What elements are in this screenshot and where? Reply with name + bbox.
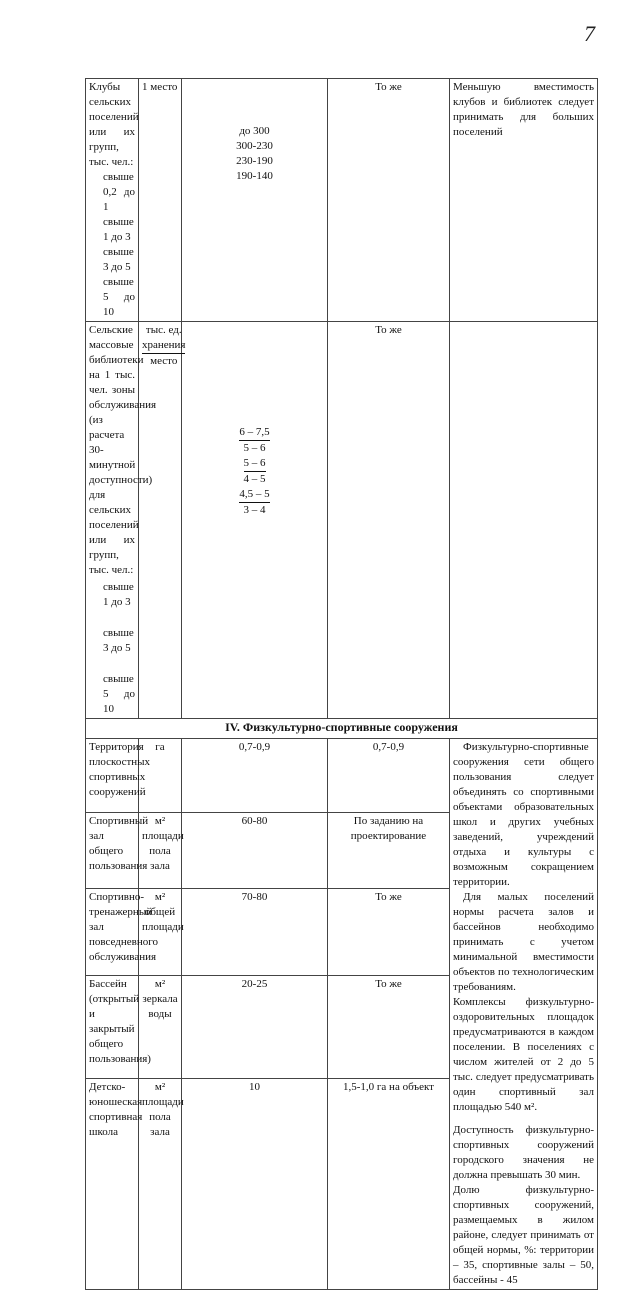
sub-item: свыше 5 до 10 bbox=[103, 276, 135, 318]
fraction-denominator: 4 – 5 bbox=[243, 473, 266, 485]
col4-cell: То же bbox=[328, 322, 450, 719]
value-cell: 60-80 bbox=[182, 813, 328, 889]
table-row bbox=[86, 79, 598, 322]
row-name-cell bbox=[86, 322, 157, 719]
table-row bbox=[86, 322, 598, 719]
note-paragraph: Долю физкультурно-спортивных сооружений, размещаемых в жилом районе, следует принимать от общей нормы, %: территории – 35, спортивные залы – 50, бассейны - 45 bbox=[453, 1184, 594, 1286]
col4-cell: То же bbox=[328, 79, 450, 322]
row-name-cell: Спортивный зал общего пользования bbox=[86, 813, 139, 889]
sub-item: свыше 5 до 10 bbox=[103, 673, 135, 715]
note-cell bbox=[450, 322, 598, 719]
value-cell: 0,7-0,9 bbox=[182, 739, 328, 813]
page-number: 7 bbox=[584, 21, 595, 46]
table-row bbox=[86, 739, 598, 813]
fraction-numerator: 6 – 7,5 bbox=[239, 425, 269, 441]
row-name-cell: Бассейн (открытый и закрытый общего пользования) bbox=[86, 975, 139, 1078]
fraction-denominator: 3 – 4 bbox=[243, 504, 266, 516]
unit-cell: м² общей площади bbox=[139, 888, 182, 975]
sport-notes-cell bbox=[450, 739, 598, 1290]
row-name-cell: Территория плоскостных спортивных сооружений bbox=[86, 739, 139, 813]
value: 230-190 bbox=[236, 155, 273, 167]
col4-cell: По заданию на проектирование bbox=[328, 813, 450, 889]
unit-cell: 1 место bbox=[139, 79, 182, 322]
col4-cell: 0,7-0,9 bbox=[328, 739, 450, 813]
col4-cell: То же bbox=[328, 888, 450, 975]
value-cell: 10 bbox=[182, 1078, 328, 1289]
row-name-cell: Спортивно-тренажерный зал повседневного обслуживания bbox=[86, 888, 139, 975]
col4-cell: 1,5-1,0 га на объект bbox=[328, 1078, 450, 1289]
unit-cell: м² площади пола зала bbox=[139, 813, 182, 889]
unit-denominator: место bbox=[150, 355, 178, 367]
value: до 300 bbox=[239, 125, 270, 137]
note-paragraph: Комплексы физкультурно-оздоровительных площадок предусматриваются в каждом поселении. В поселениях с числом жителей от 2 до 5 тыс. следует предусматривать один спортивный зал площадью 540 м². bbox=[453, 996, 594, 1113]
fraction-numerator: 4,5 – 5 bbox=[239, 487, 269, 503]
row-name: Сельские массовые библиотеки на 1 тыс. чел. зоны обслуживания (из расчета 30-минутной доступности) для сельских поселений или их групп, тыс. чел.: bbox=[89, 324, 157, 576]
note-paragraph: Физкультурно-спортивные сооружения сети общего пользования следует объединять со спортивными объектами образовательных школ и других учебных заведений, учреждений отдыха и культуры с возможным сокращением территории. bbox=[453, 741, 594, 888]
unit-cell: га bbox=[139, 739, 182, 813]
fraction-numerator: 5 – 6 bbox=[244, 456, 266, 472]
sub-item: свыше 1 до 3 bbox=[103, 216, 134, 243]
sub-item: свыше 3 до 5 bbox=[103, 627, 134, 654]
row-name-cell: Детско-юношеская спортивная школа bbox=[86, 1078, 139, 1289]
value-cell bbox=[182, 79, 328, 322]
value-cell: 70-80 bbox=[182, 888, 328, 975]
note-cell: Меньшую вместимость клубов и библиотек следует принимать для больших поселений bbox=[450, 79, 598, 322]
value-cell: 20-25 bbox=[182, 975, 328, 1078]
norms-table bbox=[85, 78, 598, 1290]
sub-item: свыше 0,2 до 1 bbox=[103, 171, 135, 213]
unit-cell: м² зеркала воды bbox=[139, 975, 182, 1078]
section-row bbox=[86, 719, 598, 739]
col4-cell: То же bbox=[328, 975, 450, 1078]
value: 300-230 bbox=[236, 140, 273, 152]
note-paragraph: Доступность физкультурно-спортивных сооружений городского значения не должна превышать 30 мин. bbox=[453, 1124, 594, 1181]
row-name-cell bbox=[86, 79, 139, 322]
unit-cell: м² площади пола зала bbox=[139, 1078, 182, 1289]
unit-cell bbox=[139, 322, 186, 719]
note-paragraph: Для малых поселений нормы расчета залов и бассейнов необходимо принимать с учетом минимальной вместимости объектов по технологическим требованиям. bbox=[453, 891, 594, 993]
section-title: IV. Физкультурно-спортивные сооружения bbox=[86, 719, 598, 739]
value: 190-140 bbox=[236, 170, 273, 182]
value-cell bbox=[182, 322, 328, 719]
sub-item: свыше 3 до 5 bbox=[103, 246, 134, 273]
row-name: Клубы сельских поселений или их групп, тыс. чел.: bbox=[89, 81, 139, 168]
sub-item: свыше 1 до 3 bbox=[103, 581, 134, 608]
fraction-denominator: 5 – 6 bbox=[243, 442, 266, 454]
unit-numerator: тыс. ед. хранения bbox=[142, 323, 185, 354]
